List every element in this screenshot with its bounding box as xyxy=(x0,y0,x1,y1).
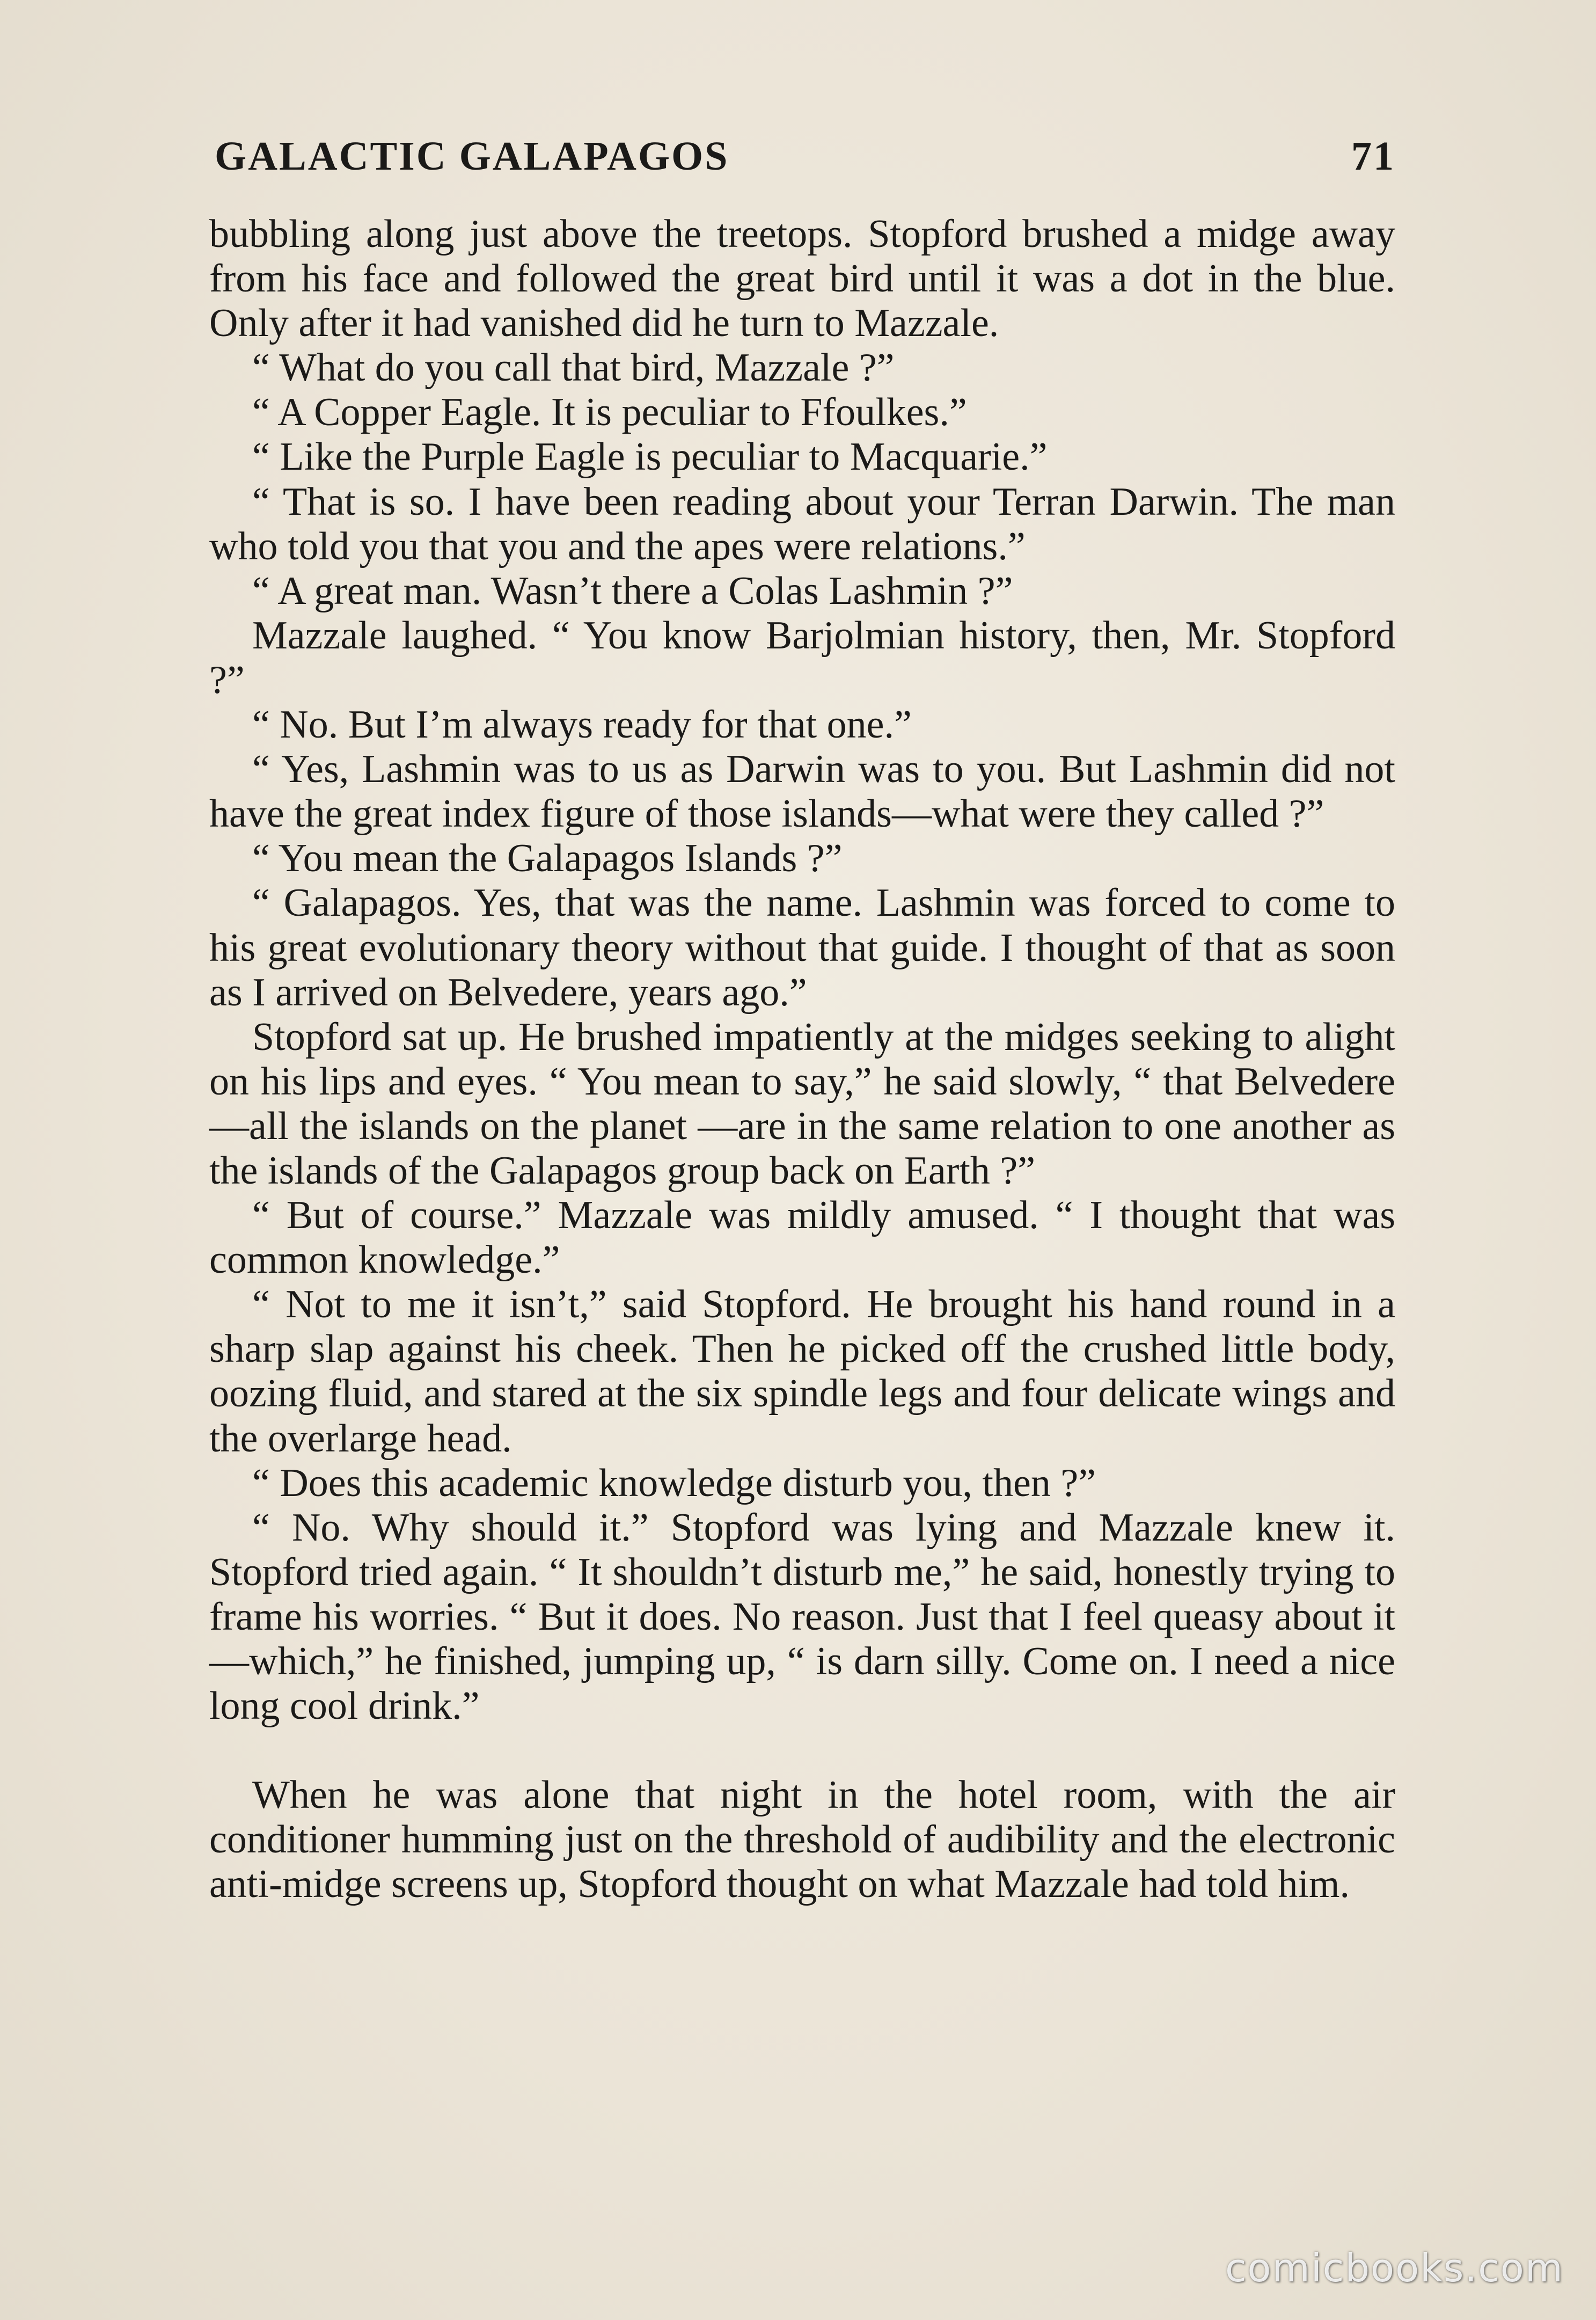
paragraph: “ That is so. I have been reading about your Terran Darwin. The man who told you that you and the apes were relations.” xyxy=(209,479,1395,568)
paragraph: “ Not to me it isn’t,” said Stopford. He brought his hand round in a sharp slap against his cheek. Then he picked off the crushed little body, oozing fluid, and stared at the six spindle legs and four delicate wings and the overlarge head. xyxy=(209,1282,1395,1461)
paragraph: “ A Copper Eagle. It is peculiar to Ffoulkes.” xyxy=(252,390,967,435)
running-title: GALACTIC GALAPAGOS xyxy=(215,134,729,179)
paragraph: “ What do you call that bird, Mazzale ?” xyxy=(252,346,895,390)
paragraph: “ No. But I’m always ready for that one.” xyxy=(252,703,912,747)
paragraph: “ Yes, Lashmin was to us as Darwin was to you. But Lashmin did not have the great index figure of those islands—what were they called ?” xyxy=(209,747,1395,836)
paragraph: “ A great man. Wasn’t there a Colas Lashmin ?” xyxy=(252,568,1013,613)
paragraph: Mazzale laughed. “ You know Barjolmian history, then, Mr. Stopford ?” xyxy=(209,613,1395,702)
paragraph: “ Does this academic knowledge disturb you, then ?” xyxy=(252,1461,1096,1505)
page-number: 71 xyxy=(1351,134,1395,179)
paragraph: bubbling along just above the treetops. Stopford brushed a midge away from his face and followed the great bird until it was a dot in the blue. Only after it had vanished did he turn to Mazzale. xyxy=(209,212,1395,346)
watermark-text: comicbooks.com xyxy=(1225,2245,1564,2290)
paragraph: When he was alone that night in the hotel room, with the air conditioner humming just on the threshold of audibility and the electronic anti-midge screens up, Stopford thought on what Mazzale had told him. xyxy=(209,1773,1395,1907)
paragraph: “ You mean the Galapagos Islands ?” xyxy=(252,836,843,881)
body-text xyxy=(209,212,1395,1907)
paragraph: “ Like the Purple Eagle is peculiar to Macquarie.” xyxy=(252,435,1048,479)
paragraph: “ Galapagos. Yes, that was the name. Lashmin was forced to come to his great evolutionary theory without that guide. I thought of that as soon as I arrived on Belvedere, years ago.” xyxy=(209,881,1395,1015)
running-header xyxy=(215,121,1395,180)
paragraph: “ No. Why should it.” Stopford was lying and Mazzale knew it. Stopford tried again. “ It shouldn’t disturb me,” he said, honestly trying to frame his worries. “ But it does. No reason. Just that I feel queasy about it—which,” he finished, jumping up, “ is darn silly. Come on. I need a nice long cool drink.” xyxy=(209,1505,1395,1728)
paragraph: Stopford sat up. He brushed impatiently at the midges seeking to alight on his lips and eyes. “ You mean to say,” he said slowly, “ that Belvedere—all the islands on the planet —are in the same relation to one another as the islands of the Galapagos group back on Earth ?” xyxy=(209,1015,1395,1193)
section-break xyxy=(209,1728,1395,1773)
paragraph: “ But of course.” Mazzale was mildly amused. “ I thought that was common knowledge.” xyxy=(209,1193,1395,1282)
